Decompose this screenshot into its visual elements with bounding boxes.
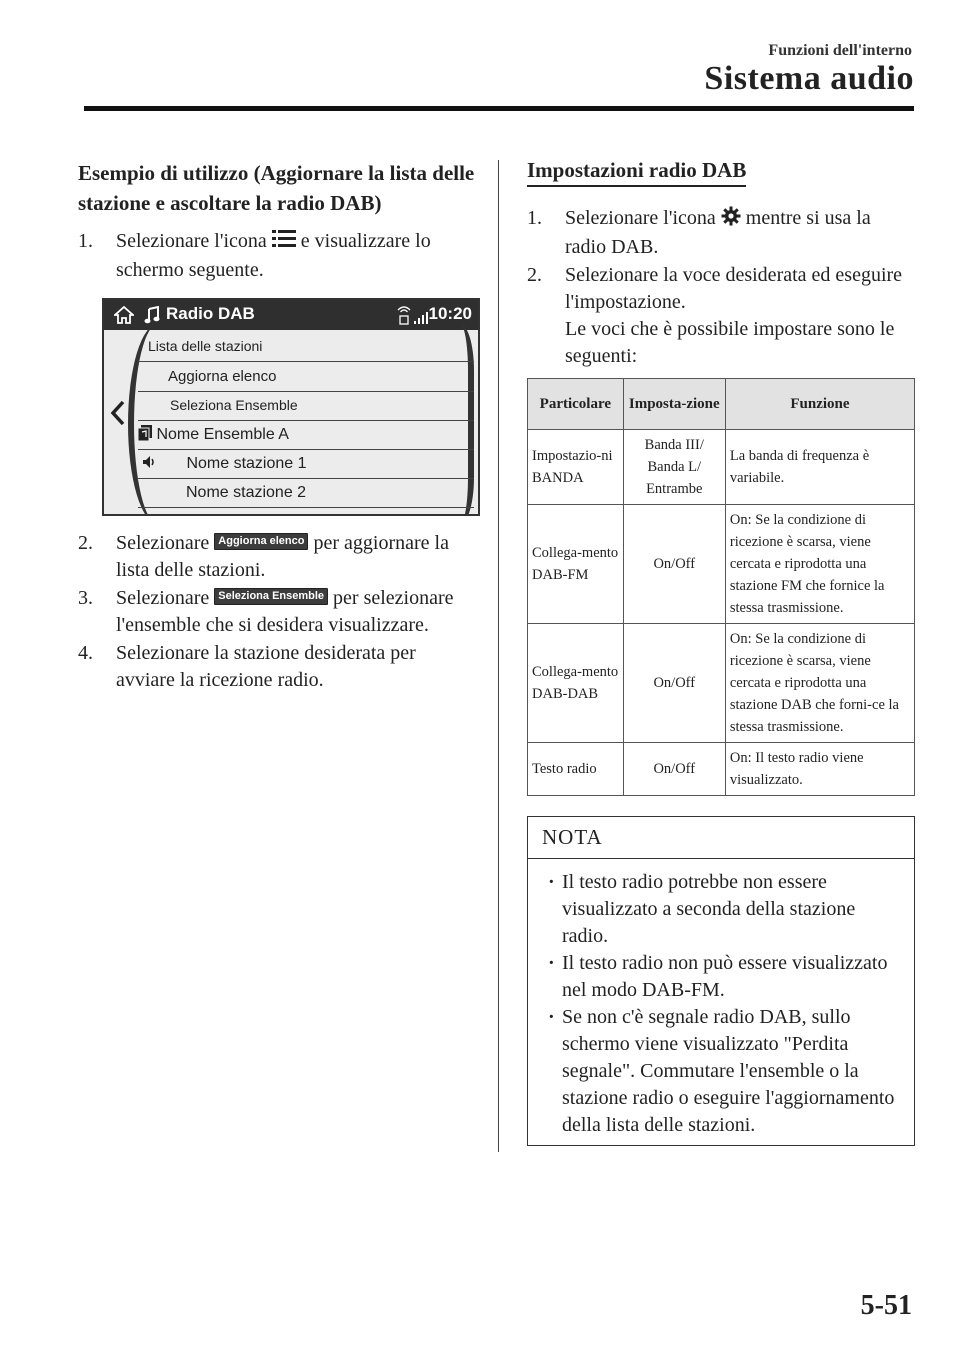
select-ensemble-button[interactable]: Seleziona Ensemble <box>214 588 328 605</box>
usage-step-2: 2. Selezionare Aggiorna elenco per aggiornare la lista delle stazioni. <box>78 532 449 581</box>
note-list <box>528 859 914 1145</box>
list-icon <box>272 229 296 257</box>
column-divider <box>498 160 499 1152</box>
list-item: · Se non c'è segnale radio DAB, sullo schermo viene visualizzato "Perdita segnale". Commutare l'ensemble o la stazione radio o eseguire l'aggiornamento della lista delle stazioni. <box>542 1004 904 1139</box>
station-list-header: Lista delle stazioni <box>138 332 474 362</box>
section-label: Funzioni dell'interno <box>768 42 912 59</box>
ensemble-icon <box>138 422 152 451</box>
home-icon <box>114 306 134 329</box>
table-row: Testo radio On/Off On: Il testo radio viene visualizzato. <box>528 743 915 796</box>
gear-icon <box>721 206 741 234</box>
settings-step-1: 1. Selezionare l'icona mentre si usa la radio DAB. <box>527 207 871 258</box>
dab-screen-mockup <box>102 298 480 516</box>
settings-step-2: 2. Selezionare la voce desiderata ed eseguire l'impostazione. Le voci che è possibile impostare sono le seguenti: <box>527 264 903 367</box>
clock-time: 10:20 <box>428 304 472 323</box>
update-list-button[interactable]: Aggiorna elenco <box>214 533 308 550</box>
dab-settings-heading: Impostazioni radio DAB <box>527 158 746 187</box>
settings-table <box>527 378 915 796</box>
settings-steps <box>527 205 915 370</box>
table-row: Impostazio-ni BANDA Banda III/ Banda L/ Entrambe La banda di frequenza è variabile. <box>528 430 915 505</box>
list-item: · Il testo radio potrebbe non essere visualizzato a seconda della stazione radio. <box>542 869 904 950</box>
right-column <box>527 158 915 1146</box>
table-header: Funzione <box>725 379 914 430</box>
usage-step-3: 3. Selezionare Seleziona Ensemble per selezionare l'ensemble che si desidera visualizzare. <box>78 587 454 636</box>
screen-title: Radio DAB <box>166 304 255 323</box>
usage-steps <box>78 228 478 284</box>
usage-step-4: 4. Selezionare la stazione desiderata per avviare la ricezione radio. <box>78 642 416 691</box>
update-list-item[interactable]: Aggiorna elenco <box>138 362 474 392</box>
list-item: · Il testo radio non può essere visualizzato nel modo DAB-FM. <box>542 950 904 1004</box>
usage-step-1: 1. Selezionare l'icona e visualizzare lo schermo seguente. <box>78 230 431 281</box>
page-number: 5-51 <box>860 1290 912 1321</box>
left-column <box>78 158 478 695</box>
table-header: Imposta-zione <box>623 379 725 430</box>
ensemble-item[interactable]: Nome Ensemble A <box>138 420 474 450</box>
select-ensemble-item[interactable]: Seleziona Ensemble <box>138 391 474 421</box>
speaker-icon <box>142 451 158 480</box>
table-header: Particolare <box>528 379 624 430</box>
chapter-title: Sistema audio <box>704 60 914 97</box>
usage-steps-cont <box>78 530 478 694</box>
back-chevron-icon[interactable] <box>110 400 126 431</box>
note-title: NOTA <box>528 817 914 859</box>
header-rule <box>84 106 914 111</box>
usage-example-heading: Esempio di utilizzo (Aggiornare la lista delle stazione e ascoltare la radio DAB) <box>78 161 475 215</box>
station-item-2[interactable]: Nome stazione 2 <box>138 478 474 508</box>
table-row: Collega-mento DAB-DAB On/Off On: Se la condizione di ricezione è scarsa, viene cercata e riprodotta una stazione DAB che forni-ce la stessa trasmissione. <box>528 624 915 743</box>
note-box <box>527 816 915 1146</box>
table-row: Collega-mento DAB-FM On/Off On: Se la condizione di ricezione è scarsa, viene cercata e riprodotta una stazione FM che fornice la stessa trasmissione. <box>528 505 915 624</box>
station-item-1[interactable]: Nome stazione 1 <box>138 449 474 479</box>
